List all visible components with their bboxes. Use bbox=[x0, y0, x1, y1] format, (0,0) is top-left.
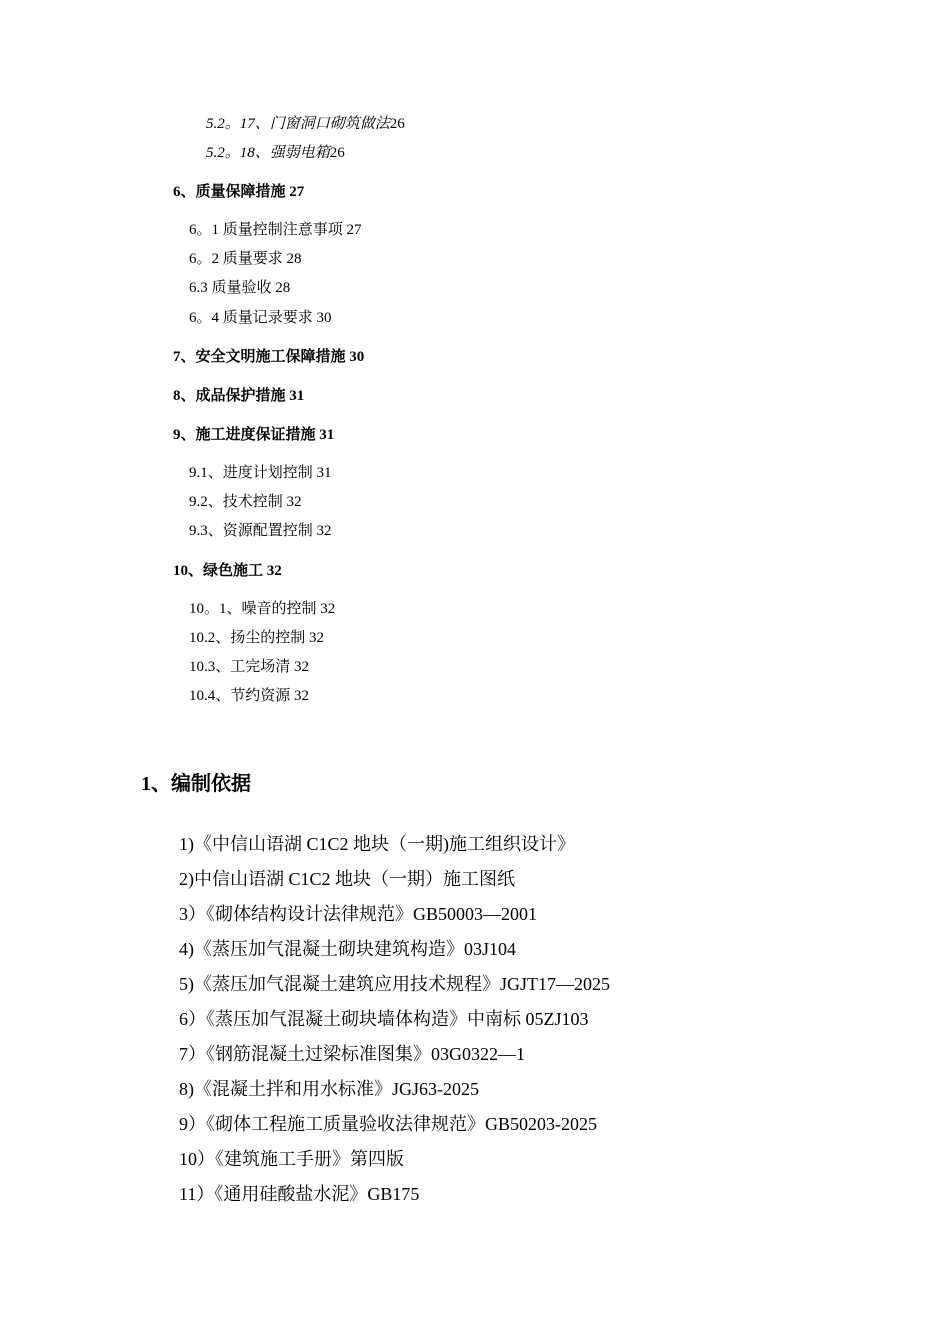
reference-item: 5)《蒸压加气混凝土建筑应用技术规程》JGJT17—2025 bbox=[179, 974, 610, 994]
reference-item: 1)《中信山语湖 C1C2 地块（一期)施工组织设计》 bbox=[179, 834, 575, 854]
toc-section-10[interactable]: 10、绿色施工 32 bbox=[173, 563, 282, 579]
toc-item-10-2[interactable]: 10.2、扬尘的控制 32 bbox=[189, 630, 325, 646]
toc-item-5-2-18[interactable] bbox=[206, 143, 345, 163]
toc-item-5-2-17[interactable] bbox=[206, 114, 405, 134]
toc-item-label: 5.2。18、强弱电箱 bbox=[206, 145, 330, 161]
section-heading: 1、编制依据 bbox=[141, 773, 251, 795]
reference-item: 9）《砌体工程施工质量验收法律规范》GB50203-2025 bbox=[179, 1114, 597, 1134]
toc-item-10-3[interactable]: 10.3、工完场清 32 bbox=[189, 659, 310, 675]
toc-item-6-4[interactable]: 6。4 质量记录要求 30 bbox=[189, 310, 332, 326]
reference-item: 4)《蒸压加气混凝土砌块建筑构造》03J104 bbox=[179, 939, 516, 959]
reference-item: 7）《钢筋混凝土过梁标准图集》03G0322—1 bbox=[179, 1044, 525, 1064]
reference-item: 3）《砌体结构设计法律规范》GB50003—2001 bbox=[179, 904, 538, 924]
toc-item-9-2[interactable]: 9.2、技术控制 32 bbox=[189, 494, 302, 510]
toc-item-9-1[interactable]: 9.1、进度计划控制 31 bbox=[189, 465, 332, 481]
reference-item: 2)中信山语湖 C1C2 地块（一期）施工图纸 bbox=[179, 869, 516, 889]
reference-item: 11）《通用硅酸盐水泥》GB175 bbox=[179, 1184, 420, 1204]
reference-item: 6）《蒸压加气混凝土砌块墙体构造》中南标 05ZJ103 bbox=[179, 1009, 589, 1029]
toc-section-8[interactable]: 8、成品保护措施 31 bbox=[173, 388, 305, 404]
toc-item-page: 26 bbox=[329, 145, 345, 161]
toc-section-7[interactable]: 7、安全文明施工保障措施 30 bbox=[173, 349, 365, 365]
toc-item-6-2[interactable]: 6。2 质量要求 28 bbox=[189, 251, 302, 267]
reference-item: 8)《混凝土拌和用水标准》JGJ63-2025 bbox=[179, 1079, 479, 1099]
reference-item: 10）《建筑施工手册》第四版 bbox=[179, 1149, 404, 1169]
toc-item-page: 26 bbox=[389, 116, 405, 132]
toc-item-9-3[interactable]: 9.3、资源配置控制 32 bbox=[189, 523, 332, 539]
toc-item-6-3[interactable]: 6.3 质量验收 28 bbox=[189, 280, 291, 296]
toc-item-label: 5.2。17、门窗洞口砌筑做法 bbox=[206, 116, 390, 132]
toc-item-10-1[interactable]: 10。1、噪音的控制 32 bbox=[189, 601, 336, 617]
toc-section-6[interactable]: 6、质量保障措施 27 bbox=[173, 184, 305, 200]
toc-section-9[interactable]: 9、施工进度保证措施 31 bbox=[173, 427, 335, 443]
toc-item-6-1[interactable]: 6。1 质量控制注意事项 27 bbox=[189, 222, 362, 238]
toc-item-10-4[interactable]: 10.4、节约资源 32 bbox=[189, 688, 310, 704]
